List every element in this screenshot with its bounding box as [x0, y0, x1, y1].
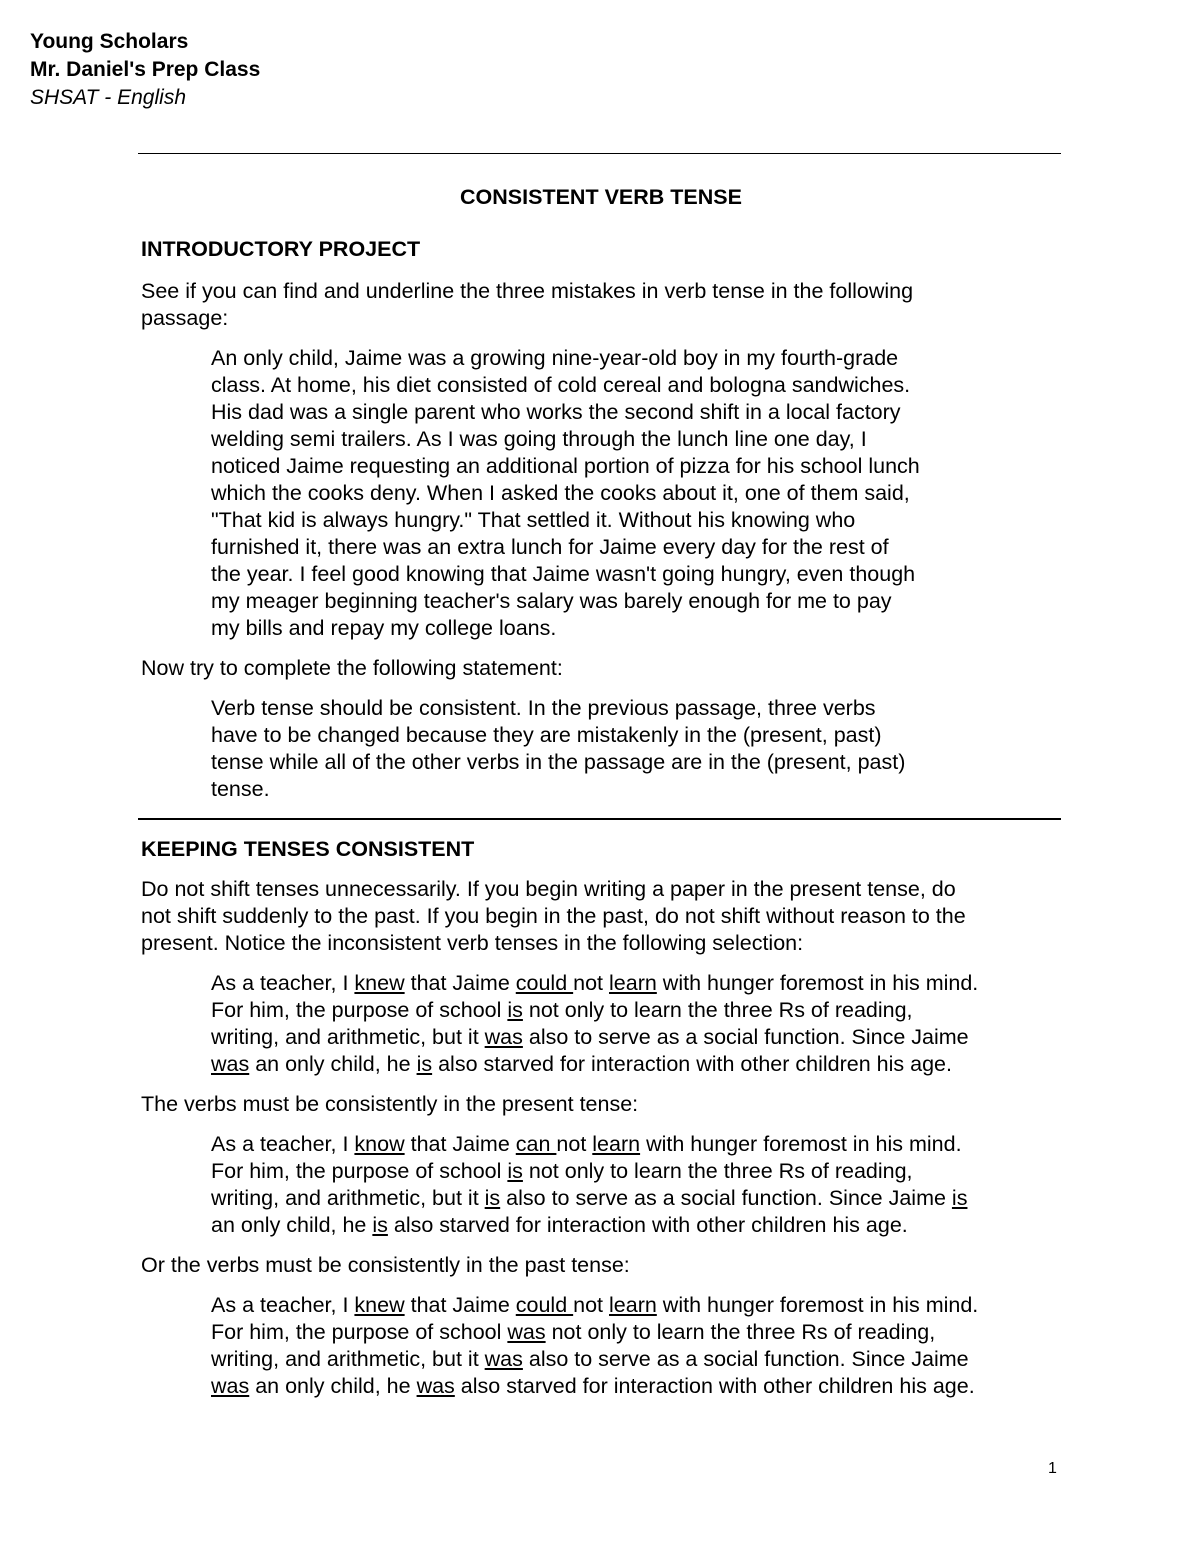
text-run: writing, and arithmetic, but it: [211, 1347, 485, 1371]
underlined-verb: is: [484, 1186, 501, 1210]
text-run: As a teacher, I: [211, 971, 355, 995]
text-run: also to serve as a social function. Since Jaime: [522, 1025, 969, 1049]
text-run: As a teacher, I: [211, 1293, 355, 1317]
present-example: [211, 1131, 1061, 1239]
underlined-verb: was: [507, 1320, 546, 1344]
text-run: an only child, he: [249, 1374, 417, 1398]
text-run: with hunger foremost in his mind.: [656, 1293, 979, 1317]
underlined-verb: learn: [609, 971, 657, 995]
passage-line: class. At home, his diet consisted of cold cereal and bologna sandwiches.: [211, 373, 911, 397]
passage-line: furnished it, there was an extra lunch for Jaime every day for the rest of: [211, 535, 889, 559]
example-line: [211, 1131, 1061, 1158]
inconsistent-example: [211, 970, 1061, 1078]
underlined-verb: could: [515, 1293, 574, 1317]
passage-line: An only child, Jaime was a growing nine-year-old boy in my fourth-grade: [211, 346, 899, 370]
example-line: [211, 1319, 1061, 1346]
passage-line: noticed Jaime requesting an additional portion of pizza for his school lunch: [211, 454, 920, 478]
underlined-verb: learn: [609, 1293, 657, 1317]
text-run: that Jaime: [404, 1132, 516, 1156]
text-run: writing, and arithmetic, but it: [211, 1186, 485, 1210]
example-line: [211, 1373, 1061, 1400]
intro-section: [141, 184, 1061, 803]
example-line: [211, 1185, 1061, 1212]
example-line: [211, 1212, 1061, 1239]
keeping-section: [141, 836, 1061, 1400]
underlined-verb: was: [211, 1052, 250, 1076]
intro-heading: INTRODUCTORY PROJECT: [141, 237, 421, 261]
text-line: Do not shift tenses unnecessarily. If you begin writing a paper in the present tense, do: [141, 877, 956, 901]
statement-line: tense while all of the other verbs in the passage are in the (present, past): [211, 750, 906, 774]
passage-line: "That kid is always hungry." That settled it. Without his knowing who: [211, 508, 856, 532]
underlined-verb: was: [416, 1374, 455, 1398]
document-header: [30, 28, 260, 112]
text-run: not: [573, 971, 610, 995]
section-divider: [138, 818, 1061, 820]
text-run: with hunger foremost in his mind.: [640, 1132, 962, 1156]
intro-passage: [211, 345, 1061, 642]
example-line: [211, 997, 1061, 1024]
page-number: 1: [1048, 1460, 1057, 1477]
intro-instruction: [141, 278, 1061, 332]
intro-prompt: Now try to complete the following statement:: [141, 656, 563, 680]
passage-line: welding semi trailers. As I was going through the lunch line one day, I: [211, 427, 867, 451]
text-run: an only child, he: [249, 1052, 417, 1076]
underlined-verb: was: [211, 1374, 250, 1398]
keeping-heading: KEEPING TENSES CONSISTENT: [141, 837, 475, 861]
text-run: not only to learn the three Rs of reading,: [545, 1320, 936, 1344]
underlined-verb: is: [372, 1213, 388, 1237]
text-run: As a teacher, I: [211, 1132, 355, 1156]
header-divider: [138, 153, 1061, 154]
text-run: also to serve as a social function. Since Jaime: [500, 1186, 952, 1210]
underlined-verb: is: [416, 1052, 433, 1076]
text-run: For him, the purpose of school: [211, 1320, 508, 1344]
underlined-verb: is: [951, 1186, 968, 1210]
example-line: [211, 1051, 1061, 1078]
text-run: also to serve as a social function. Since Jaime: [522, 1347, 969, 1371]
text-run: not only to learn the three Rs of reading,: [522, 998, 913, 1022]
passage-line: His dad was a single parent who works the second shift in a local factory: [211, 400, 901, 424]
text-run: also starved for interaction with other children his age.: [432, 1052, 952, 1076]
text-run: with hunger foremost in his mind.: [656, 971, 979, 995]
text-run: also starved for interaction with other children his age.: [454, 1374, 975, 1398]
text-run: writing, and arithmetic, but it: [211, 1025, 485, 1049]
underlined-verb: was: [484, 1347, 523, 1371]
past-example: [211, 1292, 1061, 1400]
example-line: [211, 1158, 1061, 1185]
underlined-verb: knew: [354, 1293, 405, 1317]
underlined-verb: know: [354, 1132, 405, 1156]
underlined-verb: is: [507, 998, 523, 1022]
class-name: Mr. Daniel's Prep Class: [30, 58, 261, 81]
example-line: [211, 1024, 1061, 1051]
statement-line: have to be changed because they are mistakenly in the (present, past): [211, 723, 882, 747]
text-line: not shift suddenly to the past. If you begin in the past, do not shift without reason to the: [141, 904, 966, 928]
page-title: CONSISTENT VERB TENSE: [460, 185, 742, 209]
example-line: [211, 1292, 1061, 1319]
statement-line: Verb tense should be consistent. In the previous passage, three verbs: [211, 696, 876, 720]
text-line: present. Notice the inconsistent verb tenses in the following selection:: [141, 931, 804, 955]
text-run: an only child, he: [211, 1213, 373, 1237]
statement-line: tense.: [211, 777, 270, 801]
underlined-verb: can: [515, 1132, 557, 1156]
subject-line: SHSAT - English: [30, 86, 186, 109]
text-run: not: [556, 1132, 593, 1156]
text-run: that Jaime: [404, 971, 516, 995]
text-run: not only to learn the three Rs of reading,: [522, 1159, 913, 1183]
passage-line: which the cooks deny. When I asked the cooks about it, one of them said,: [211, 481, 910, 505]
text-line: See if you can find and underline the three mistakes in verb tense in the following: [141, 279, 914, 303]
passage-line: the year. I feel good knowing that Jaime wasn't going hungry, even though: [211, 562, 916, 586]
text-run: not: [573, 1293, 610, 1317]
underlined-verb: learn: [592, 1132, 641, 1156]
text-line: passage:: [141, 306, 229, 330]
org-name: Young Scholars: [30, 30, 189, 53]
example-line: [211, 1346, 1061, 1373]
present-label: The verbs must be consistently in the present tense:: [141, 1092, 639, 1116]
past-label: Or the verbs must be consistently in the past tense:: [141, 1253, 630, 1277]
intro-statement: [211, 695, 1061, 803]
example-line: [211, 970, 1061, 997]
underlined-verb: could: [515, 971, 574, 995]
text-run: For him, the purpose of school: [211, 998, 508, 1022]
underlined-verb: is: [507, 1159, 523, 1183]
text-run: For him, the purpose of school: [211, 1159, 508, 1183]
underlined-verb: knew: [354, 971, 405, 995]
keeping-intro: [141, 876, 1061, 957]
passage-line: my meager beginning teacher's salary was barely enough for me to pay: [211, 589, 892, 613]
text-run: that Jaime: [404, 1293, 516, 1317]
underlined-verb: was: [484, 1025, 523, 1049]
passage-line: my bills and repay my college loans.: [211, 616, 557, 640]
text-run: also starved for interaction with other children his age.: [387, 1213, 908, 1237]
